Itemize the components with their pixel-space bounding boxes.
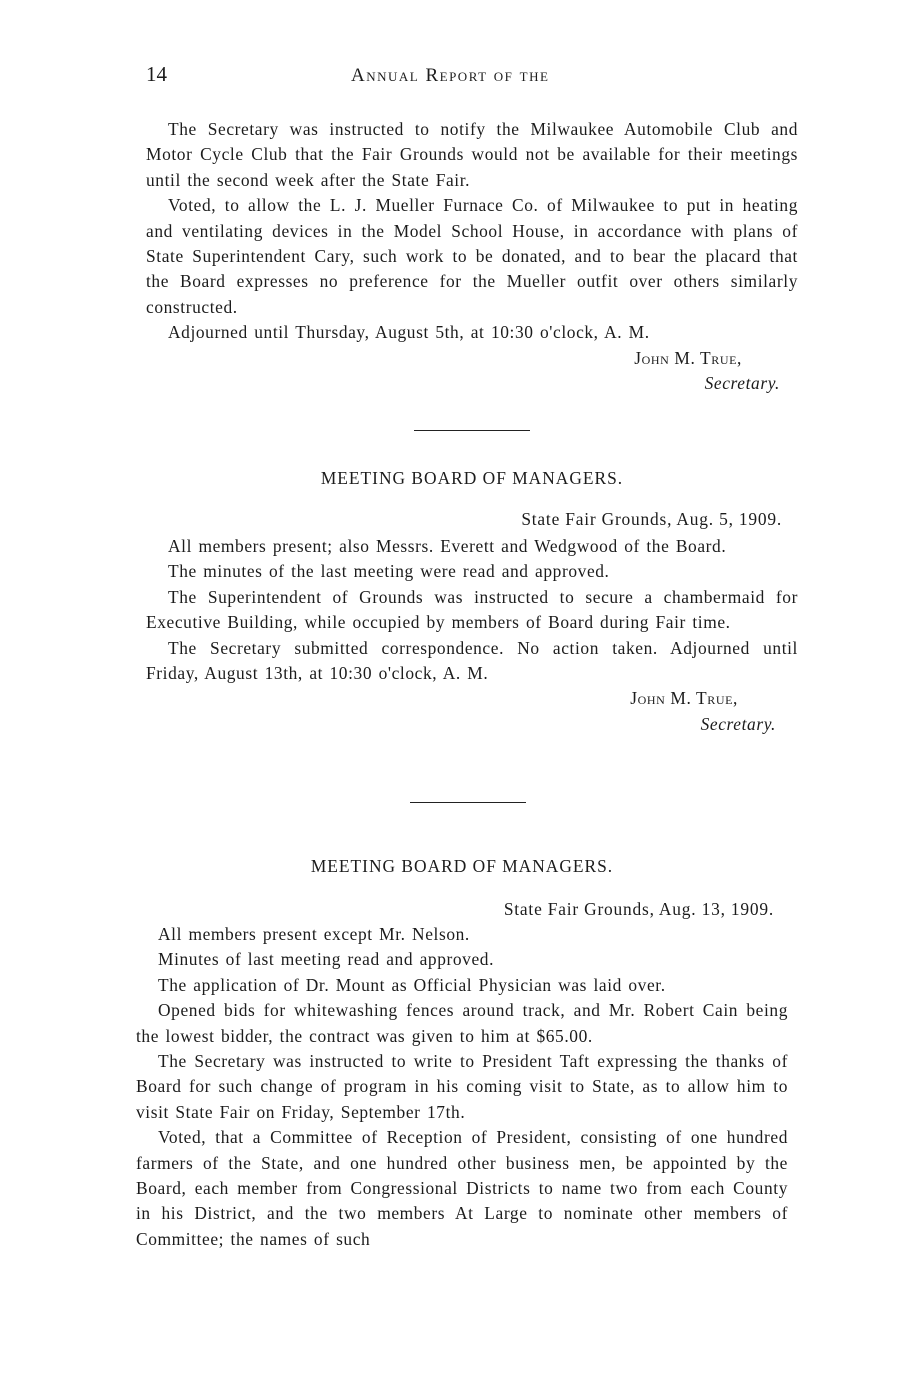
section-previous-meeting [146, 117, 798, 396]
paragraph: All members present except Mr. Nelson. [158, 924, 470, 944]
paragraph: The Secretary submitted correspondence. No action taken. Adjourned until Friday, August 13th, at 10:30 o'clock, A. M. [146, 637, 798, 684]
paragraph: Adjourned until Thursday, August 5th, at 10:30 o'clock, A. M. [168, 322, 650, 343]
paragraph: Opened bids for whitewashing fences around track, and Mr. Robert Cain being the lowest bidder, the contract was given to him at $65.00. [136, 1000, 788, 1046]
paragraph: The Secretary was instructed to notify the Milwaukee Automobile Club and Motor Cycle Club that the Fair Grounds would not be available for their meetings until the second week after the State Fair. [146, 119, 798, 190]
paragraph: All members present; also Messrs. Everett and Wedgwood of the Board. [168, 536, 727, 556]
section-meeting-aug-13 [136, 922, 788, 1252]
paragraph: The Secretary was instructed to write to President Taft expressing the thanks of Board for such change of program in his coming visit to State, as to allow him to visit State Fair on Friday, September 17th. [136, 1051, 788, 1122]
meeting-heading: MEETING BOARD OF MANAGERS. [310, 856, 614, 876]
paragraph: Minutes of last meeting read and approved. [158, 949, 495, 970]
meeting-heading: MEETING BOARD OF MANAGERS. [320, 468, 624, 488]
section-meeting-aug-5 [146, 534, 798, 737]
running-head: Annual Report of the [351, 65, 550, 86]
signature-name: John M. True, [630, 688, 738, 709]
section-divider [414, 430, 530, 431]
page-header [146, 62, 796, 92]
meeting-dateline: State Fair Grounds, Aug. 5, 1909. [521, 509, 782, 529]
paragraph: The minutes of the last meeting were read and approved. [168, 561, 610, 582]
signature-title: Secretary. [700, 713, 776, 734]
paragraph: The Superintendent of Grounds was instructed to secure a chambermaid for Executive Building, while occupied by members of Board during Fair time. [146, 586, 798, 633]
paragraph: The application of Dr. Mount as Official Physician was laid over. [158, 974, 666, 995]
signature-name: John M. True, [634, 347, 742, 368]
page-number: 14 [146, 62, 167, 86]
signature-title: Secretary. [704, 373, 780, 394]
paragraph: Voted, to allow the L. J. Mueller Furnace Co. of Milwaukee to put in heating and ventilating devices in the Model School House, in accordance with plans of State Superintendent Cary, such work to be donated, and to bear the placard that the Board expresses no preference for the Mueller outfit over others similarly constructed. [146, 195, 798, 317]
paragraph: Voted, that a Committee of Reception of President, consisting of one hundred farmers of the State, and one hundred other business men, be appointed by the Board, each member from Congressional Districts to name two from each County in his District, and the two members At Large to nominate other members of Committee; the names of such [136, 1127, 788, 1249]
section-divider [410, 802, 526, 803]
meeting-dateline: State Fair Grounds, Aug. 13, 1909. [503, 899, 774, 919]
